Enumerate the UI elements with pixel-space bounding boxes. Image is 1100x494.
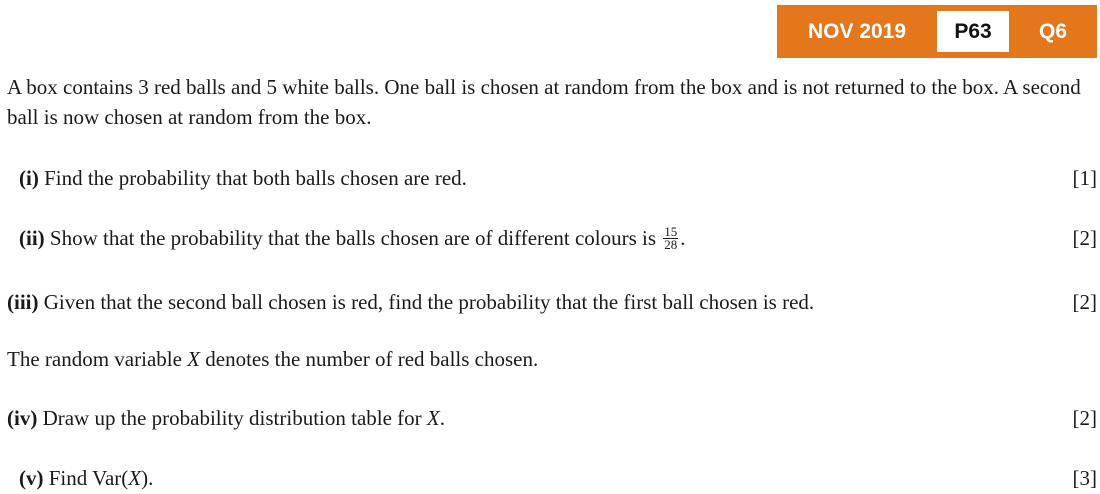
part-i-marks: [1]	[1072, 166, 1097, 190]
part-iv-end: .	[439, 406, 445, 430]
variable-sentence	[7, 344, 538, 374]
part-i	[7, 163, 1097, 193]
part-ii-end: .	[680, 226, 686, 250]
part-v-marks: [3]	[1072, 466, 1097, 490]
paper-code-label: P63	[937, 11, 1009, 52]
part-iv	[7, 403, 1097, 433]
part-ii-text	[19, 223, 686, 253]
fraction	[663, 223, 678, 252]
variable-name: X	[187, 347, 200, 371]
part-iii	[7, 287, 1097, 317]
part-i-text	[19, 163, 467, 193]
part-iv-label: (iv)	[7, 406, 38, 430]
part-iii-text	[7, 287, 814, 317]
part-v-question-after: ).	[141, 466, 154, 490]
part-iv-text	[7, 403, 445, 433]
part-iii-label: (iii)	[7, 290, 39, 314]
part-v-label: (v)	[19, 466, 44, 490]
part-v-variable: X	[128, 466, 142, 490]
variable-definition	[7, 344, 1097, 374]
part-iii-marks: [2]	[1072, 290, 1097, 314]
part-i-label: (i)	[19, 166, 39, 190]
part-iv-marks: [2]	[1072, 406, 1097, 430]
question-badge	[777, 5, 1097, 58]
part-i-question: Find the probability that both balls chosen are red.	[44, 166, 467, 190]
question-number-label: Q6	[1038, 20, 1067, 43]
part-ii-label: (ii)	[19, 226, 45, 250]
exam-session-label: NOV 2019	[807, 20, 907, 43]
part-v-question-before: Find Var(	[48, 466, 129, 490]
fraction-denominator: 28	[664, 236, 678, 252]
question-intro: A box contains 3 red balls and 5 white balls. One ball is chosen at random from the box and is not returned to the box. A second ball is now chosen at random from the box.	[7, 75, 1081, 129]
part-ii-marks: [2]	[1072, 226, 1097, 250]
variable-sentence-before: The random variable	[7, 347, 182, 371]
part-ii	[7, 223, 1097, 253]
part-iv-question: Draw up the probability distribution table for	[42, 406, 422, 430]
part-ii-question: Show that the probability that the balls chosen are of different colours is	[49, 226, 657, 250]
variable-sentence-after: denotes the number of red balls chosen.	[205, 347, 539, 371]
fraction-numerator: 15	[664, 223, 678, 239]
part-v	[7, 463, 1097, 493]
part-v-text	[19, 463, 153, 493]
part-iv-variable: X	[426, 406, 440, 430]
part-iii-question: Given that the second ball chosen is red, find the probability that the first ball chosen is red.	[43, 290, 815, 314]
